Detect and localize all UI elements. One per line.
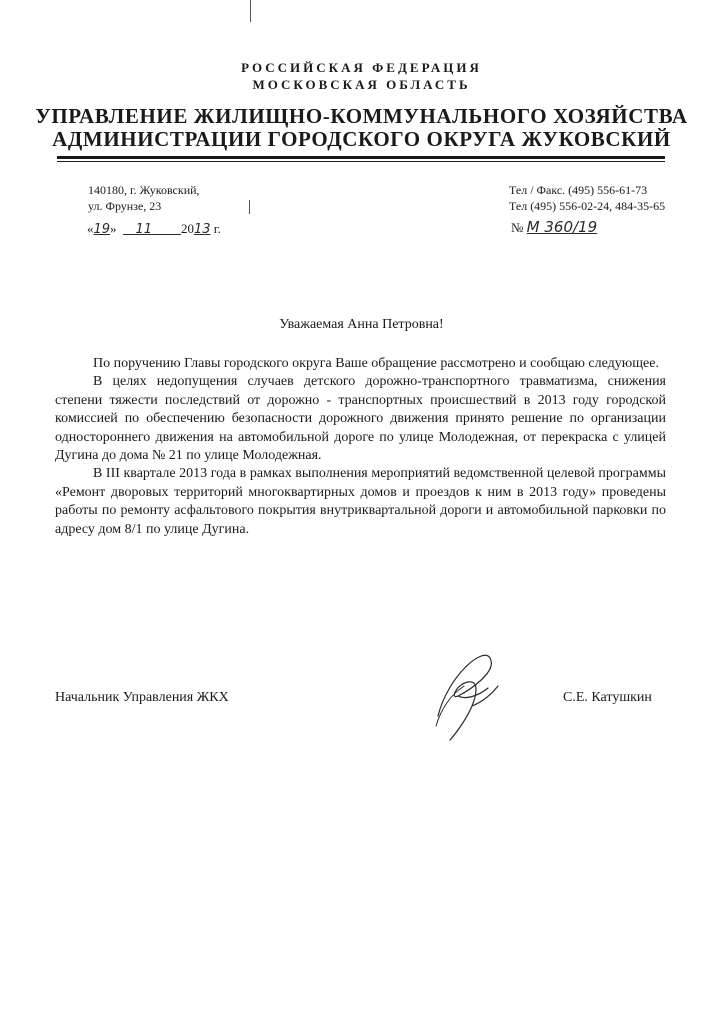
header-rule-thick: [57, 156, 665, 159]
date-day: 19: [93, 222, 111, 237]
department-title-line2: АДМИНИСТРАЦИИ ГОРОДСКОГО ОКРУГА ЖУКОВСКИЙ: [52, 127, 671, 151]
department-title-line1: УПРАВЛЕНИЕ ЖИЛИЩНО-КОММУНАЛЬНОГО ХОЗЯЙСТВА: [35, 104, 688, 128]
country-name: РОССИЙСКАЯ ФЕДЕРАЦИЯ: [241, 60, 482, 75]
scan-mark-top: [250, 0, 251, 22]
contacts-line1: Тел / Факс. (495) 556-61-73: [509, 183, 648, 197]
signatory-name: С.Е. Катушкин: [563, 690, 652, 705]
sender-address: [88, 182, 200, 214]
body-paragraph-3: В III квартале 2013 года в рамках выполнения мероприятий ведомственной целевой программы «Ремонт дворовых территорий многоквартирных домов и проездов к ним в 2013 году» проведены работы по ремонту асфальтового покрытия внутриквартальной дороги и автомобильной парковки по адресу дом 8/1 по улице Дугина.: [55, 466, 666, 537]
body-paragraph-2: В целях недопущения случаев детского дорожно-транспортного травматизма, снижения степени тяжести последствий от дорожно - транспортных происшествий в 2013 году городской комиссией по обеспечению безопасности дорожного движения принято решение по организации одностороннего движения на автомобильной дороге по улице Молодежная, от перекраска с улицей Дугина до дома № 21 по улице Молодежная.: [55, 374, 666, 464]
date-close-quote: »: [110, 221, 117, 236]
reference-number: [511, 218, 597, 237]
region-name: МОСКОВСКАЯ ОБЛАСТЬ: [252, 77, 471, 92]
date-year-suffix: 13: [193, 222, 211, 237]
letter-date: [87, 220, 221, 239]
sender-contacts: [509, 182, 665, 214]
letter-body: [55, 355, 666, 539]
scan-mark-mid: [249, 200, 250, 214]
reference-value: М 360/19: [526, 218, 598, 236]
contacts-line2: Тел (495) 556-02-24, 484-35-65: [509, 199, 666, 213]
body-paragraph-1: По поручению Главы городского округа Ваше обращение рассмотрено и сообщаю следующее.: [93, 356, 659, 371]
date-year-prefix: 20: [180, 221, 194, 236]
signatory-title: Начальник Управления ЖКХ: [55, 690, 229, 705]
address-line2: ул. Фрунзе, 23: [88, 199, 162, 213]
salutation: Уважаемая Анна Петровна!: [279, 317, 444, 332]
date-suffix: г.: [213, 221, 221, 236]
header-rule-thin: [57, 161, 665, 162]
date-month: 11: [135, 222, 152, 237]
reference-label: №: [511, 220, 524, 235]
address-line1: 140180, г. Жуковский,: [88, 183, 200, 197]
handwritten-signature: [428, 636, 508, 746]
date-open-quote: «: [87, 221, 94, 236]
